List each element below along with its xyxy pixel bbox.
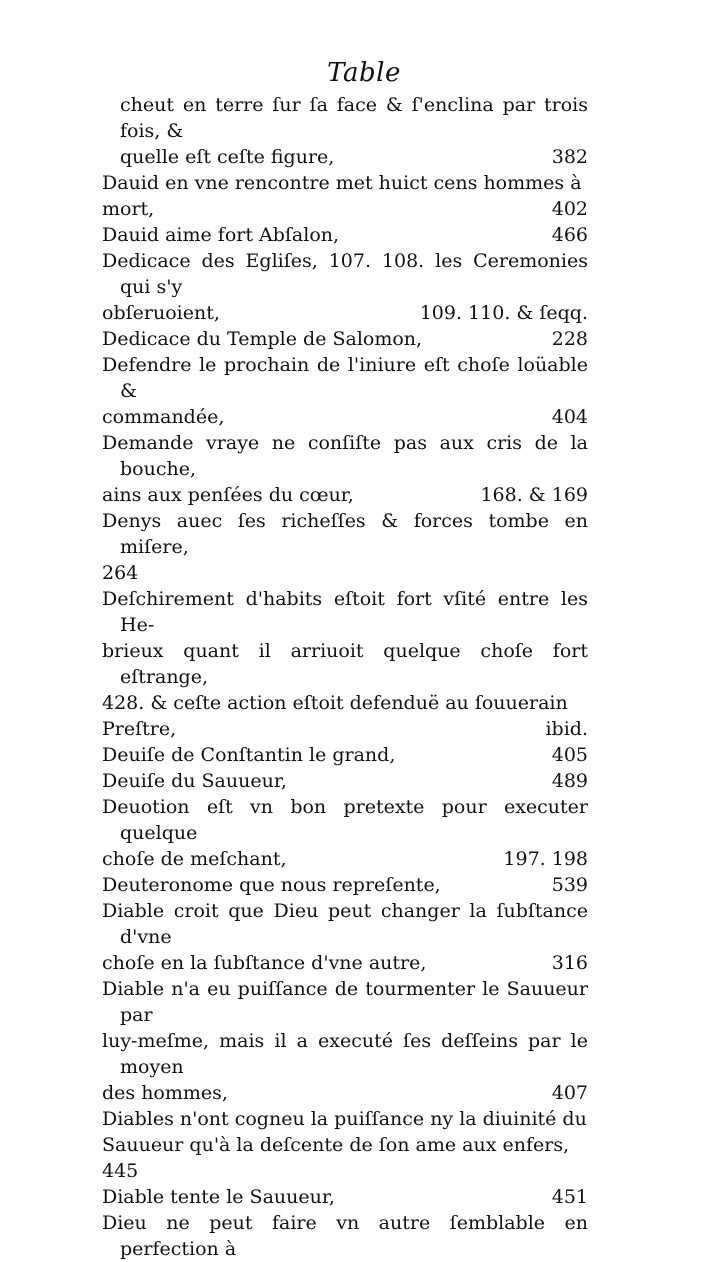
page-reference: 466 [551,224,588,246]
entry-line: 407 des hommes, [102,1082,588,1104]
entry-line: 109. 110. & ſeqq. obſeruoient, [102,302,588,324]
index-entry [102,872,588,898]
index-entry [102,586,588,742]
page-reference: 109. 110. & ſeqq. [419,302,588,324]
entry-line: 402 mort, [102,198,588,220]
index-entry [102,976,588,1106]
index-entry [102,92,588,170]
index-entry [102,898,588,976]
index-entry [102,326,588,352]
index-entry [102,1210,588,1262]
entry-line: luy-meſme, mais il a executé ſes deſſeins par le moyen [102,1030,588,1078]
entry-line: Diable croit que Dieu peut changer la ſubſtance d'vne [102,900,588,948]
entry-line: 264 [102,562,139,584]
entry-line: 539 Deuteronome que nous repreſente, [102,874,588,896]
index-entries [102,92,588,1262]
entry-line: Deſchirement d'habits eſtoit fort vſité entre les He- [102,588,588,636]
entry-line: ibid. Preſtre, [102,718,588,740]
index-entry [102,170,588,222]
page-reference: 451 [551,1186,588,1208]
entry-line: 316 choſe en la ſubſtance d'vne autre, [102,952,588,974]
page-reference: 197. 198 [503,848,588,870]
entry-line: Demande vraye ne conſiſte pas aux cris de la bouche, [102,432,588,480]
entry-line: 445 [102,1160,139,1182]
page-reference: 489 [551,770,588,792]
page-reference: 228 [551,328,588,350]
entry-line: cheut en terre ſur ſa face & ſ'enclina par trois fois, & [120,94,588,142]
entry-line: 405 Deuiſe de Conſtantin le grand, [102,744,588,766]
page-reference: 405 [551,744,588,766]
index-entry [102,352,588,430]
entry-line: Deuotion eſt vn bon pretexte pour executer quelque [102,796,588,844]
entry-line: Diable n'a eu puiſſance de tourmenter le Sauueur par [102,978,588,1026]
page-reference: 539 [551,874,588,896]
entry-line: Dauid en vne rencontre met huict cens hommes à [102,172,582,194]
entry-line: brieux quant il arriuoit quelque choſe fort eſtrange, [102,640,588,688]
page-reference: 404 [551,406,588,428]
entry-line: Denys auec ſes richeſſes & forces tombe en miſere, [102,510,588,558]
entry-line: Dieu ne peut faire vn autre ſemblable en perfection à [102,1212,588,1260]
entry-line: 451 Diable tente le Sauueur, [102,1186,588,1208]
page-reference: 407 [551,1082,588,1104]
entry-line: 382 quelle eſt ceſte figure, [120,146,588,168]
entry-line: 489 Deuiſe du Sauueur, [102,770,588,792]
entry-line: 404 commandée, [102,406,588,428]
index-entry [102,222,588,248]
page-reference: 316 [551,952,588,974]
page-header-title: Table [327,58,401,88]
index-entry [102,248,588,326]
entry-line: Diables n'ont cogneu la puiſſance ny la diuinité du [102,1108,587,1130]
page-reference: 168. & 169 [480,484,588,506]
entry-line: 168. & 169 ains aux penſées du cœur, [102,484,588,506]
index-entry [102,508,588,586]
index-entry [102,1106,588,1184]
entry-line: 197. 198 choſe de meſchant, [102,848,588,870]
page-reference: ibid. [545,718,588,740]
entry-line: 228 Dedicace du Temple de Salomon, [102,328,588,350]
entry-line: 428. & ceſte action eſtoit defenduë au ſouuerain [102,692,568,714]
index-entry [102,794,588,872]
page-reference: 402 [551,198,588,220]
entry-line: 466 Dauid aime fort Abſalon, [102,224,588,246]
index-entry [102,1184,588,1210]
entry-line: Sauueur qu'à la deſcente de ſon ame aux enfers, [102,1134,570,1156]
entry-line: Dedicace des Egliſes, 107. 108. les Ceremonies qui s'y [102,250,588,298]
page-reference: 382 [551,146,588,168]
index-entry [102,768,588,794]
entry-line: Defendre le prochain de l'iniure eſt choſe loüable & [102,354,588,402]
index-entry [102,742,588,768]
index-entry [102,430,588,508]
